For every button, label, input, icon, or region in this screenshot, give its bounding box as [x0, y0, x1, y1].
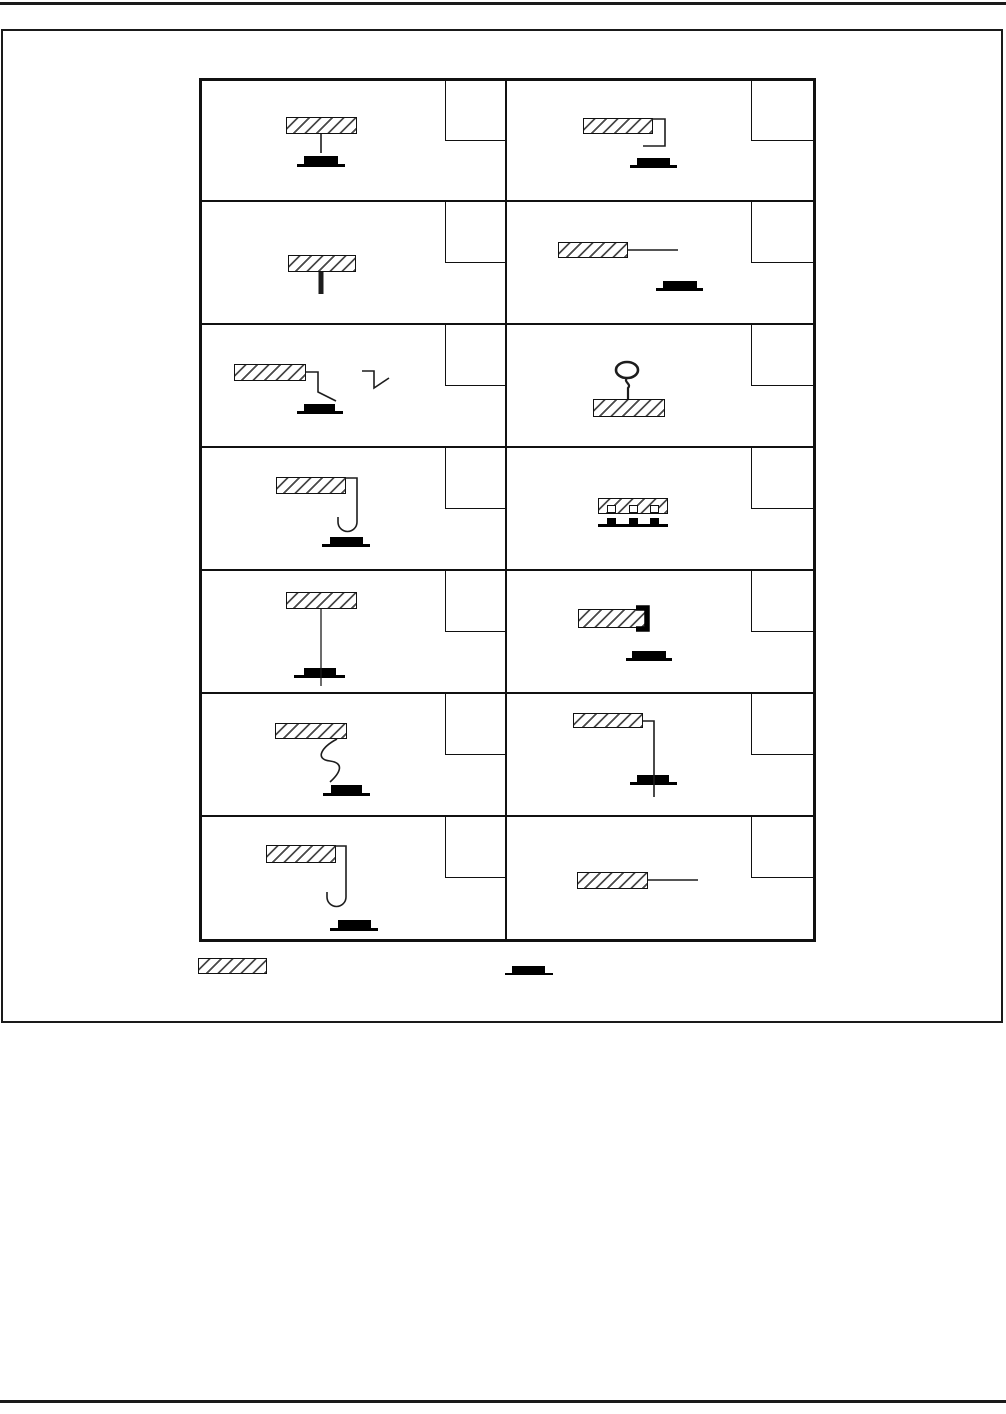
luminaire-base-r5c2: [626, 658, 672, 661]
row-divider-5: [199, 692, 816, 694]
luminaire-base-r1c1: [297, 164, 345, 167]
luminaire-bar-r3c1: [304, 404, 335, 411]
legend-luminaire-base: [505, 973, 553, 975]
outlet-box-hatch-r1c1: [286, 117, 357, 134]
recess-lug-slot-3: [650, 505, 659, 513]
outlet-box-hatch-r6c2: [573, 713, 643, 728]
outlet-box-hatch-r3c1: [234, 364, 306, 381]
label-box-r4c2: [751, 448, 815, 509]
luminaire-bar-r4c1: [330, 537, 363, 544]
label-box-r6c2: [751, 694, 815, 755]
outlet-box-hatch-r7c1: [266, 845, 336, 863]
row-divider-3: [199, 446, 816, 448]
label-box-r7c2: [751, 817, 815, 878]
label-box-r5c2: [751, 571, 815, 632]
row-divider-1: [199, 200, 816, 202]
outlet-box-hatch-r2c2: [558, 242, 628, 258]
luminaire-bar-r7c1: [338, 920, 371, 928]
outlet-box-hatch-r1c2: [583, 118, 653, 134]
label-box-r3c2: [751, 325, 815, 386]
page-top-rule: [0, 2, 1006, 5]
label-box-r1c2: [751, 80, 815, 141]
recess-lug-slot-2: [629, 505, 638, 513]
row-divider-6: [199, 815, 816, 817]
label-box-r2c1: [445, 202, 506, 263]
row-divider-2: [199, 323, 816, 325]
label-box-r3c1: [445, 325, 506, 386]
luminaire-bar-r2c2: [663, 281, 697, 288]
outlet-box-hatch-r3c2: [593, 399, 665, 417]
luminaire-bar-r1c1: [304, 156, 338, 164]
luminaire-bar-r6c2: [637, 775, 669, 782]
outlet-box-hatch-r6c1: [275, 723, 347, 739]
luminaire-base-r4c1: [322, 544, 370, 547]
luminaire-base-r6c2: [630, 782, 677, 785]
label-box-r5c1: [445, 571, 506, 632]
outlet-box-hatch-r7c2: [577, 872, 648, 889]
luminaire-base-r6c1: [323, 793, 370, 796]
legend-luminaire-bar: [512, 966, 545, 973]
outlet-box-hatch-r5c1: [286, 592, 357, 609]
luminaire-base-r2c2: [656, 288, 703, 291]
legend-hatched-block: [198, 958, 267, 974]
luminaire-base-r5c1: [294, 675, 345, 678]
label-box-r1c1: [445, 80, 506, 141]
luminaire-base-r3c1: [297, 411, 343, 414]
outlet-box-hatch-r2c1: [288, 255, 356, 272]
luminaire-bar-r5c1: [304, 668, 336, 675]
label-box-r4c1: [445, 448, 506, 509]
channel-bar-r4c2: [598, 524, 668, 527]
luminaire-bar-r1c2: [637, 158, 670, 165]
label-box-r2c2: [751, 202, 815, 263]
figure-table-border: [199, 78, 816, 942]
row-divider-4: [199, 569, 816, 571]
outlet-box-hatch-r5c2: [578, 609, 647, 628]
luminaire-bar-r6c1: [331, 785, 362, 793]
label-box-r6c1: [445, 694, 506, 755]
recess-lug-slot-1: [607, 505, 616, 513]
label-box-r7c1: [445, 817, 506, 878]
luminaire-bar-r5c2: [632, 651, 666, 658]
luminaire-base-r1c2: [630, 165, 677, 168]
page-bottom-rule: [0, 1400, 1006, 1403]
luminaire-base-r7c1: [330, 928, 378, 931]
outlet-box-hatch-r4c1: [276, 477, 346, 494]
